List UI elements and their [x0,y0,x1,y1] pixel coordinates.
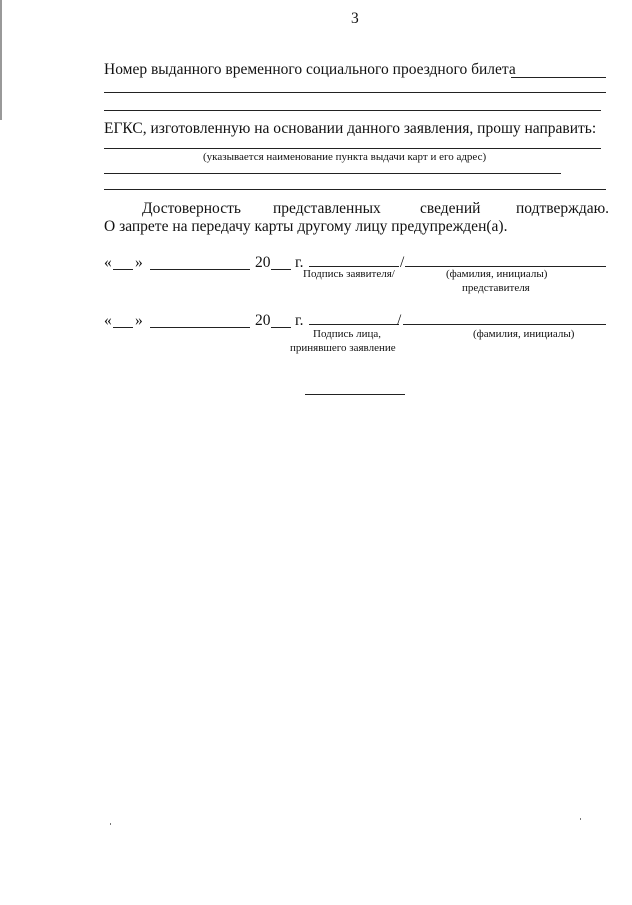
ekgs-label: ЕГКС, изготовленную на основании данного заявления, прошу направить: [104,120,597,137]
receiver-signature-field[interactable] [309,324,399,325]
applicant-name-caption: (фамилия, инициалы) [446,268,548,280]
applicant-slash: / [400,254,405,271]
ticket-number-line-3[interactable] [104,110,601,111]
scan-speck [580,818,581,820]
receiver-quote-open: « [104,312,112,329]
pickup-address-line-1[interactable] [104,173,561,174]
applicant-quote-open: « [104,254,112,271]
confirmation-word-4: подтверждаю. [516,200,610,217]
receiver-year-prefix: 20 [255,312,271,329]
page-number: 3 [351,10,359,27]
receiver-year-suffix: г. [295,312,304,329]
scan-edge-mark [0,0,2,120]
applicant-name-caption-2: представителя [462,282,530,294]
scan-speck [110,823,111,825]
receiver-month-field[interactable] [150,327,250,328]
applicant-signature-caption: Подпись заявителя/ [303,268,395,280]
closing-separator [305,394,405,395]
applicant-year-suffix: г. [295,254,304,271]
receiver-day-field[interactable] [113,327,133,328]
ticket-number-label: Номер выданного временного социального проездного билета [104,61,516,78]
applicant-day-field[interactable] [113,269,133,270]
receiver-quote-close: » [135,312,143,329]
receiver-slash: / [397,312,402,329]
receiver-name-caption: (фамилия, инициалы) [473,328,575,340]
pickup-point-field[interactable] [104,148,601,149]
applicant-quote-close: » [135,254,143,271]
pickup-hint: (указывается наименование пункта выдачи карт и его адрес) [203,151,487,163]
confirmation-word-3: сведений [420,200,481,217]
applicant-year-field[interactable] [271,269,291,270]
applicant-year-prefix: 20 [255,254,271,271]
applicant-signature-field[interactable] [309,266,399,267]
applicant-name-field[interactable] [405,266,606,267]
confirmation-word-2: представленных [273,200,381,217]
ticket-number-line-2[interactable] [104,92,606,93]
confirmation-word-1: Достоверность [142,200,241,217]
receiver-signature-caption-2: принявшего заявление [290,342,396,354]
receiver-year-field[interactable] [271,327,291,328]
receiver-name-field[interactable] [403,324,606,325]
receiver-signature-caption: Подпись лица, [313,328,382,340]
pickup-address-line-2[interactable] [104,189,606,190]
warning-text: О запрете на передачу карты другому лицу предупрежден(а). [104,218,508,235]
ticket-number-field[interactable] [511,77,606,78]
applicant-month-field[interactable] [150,269,250,270]
